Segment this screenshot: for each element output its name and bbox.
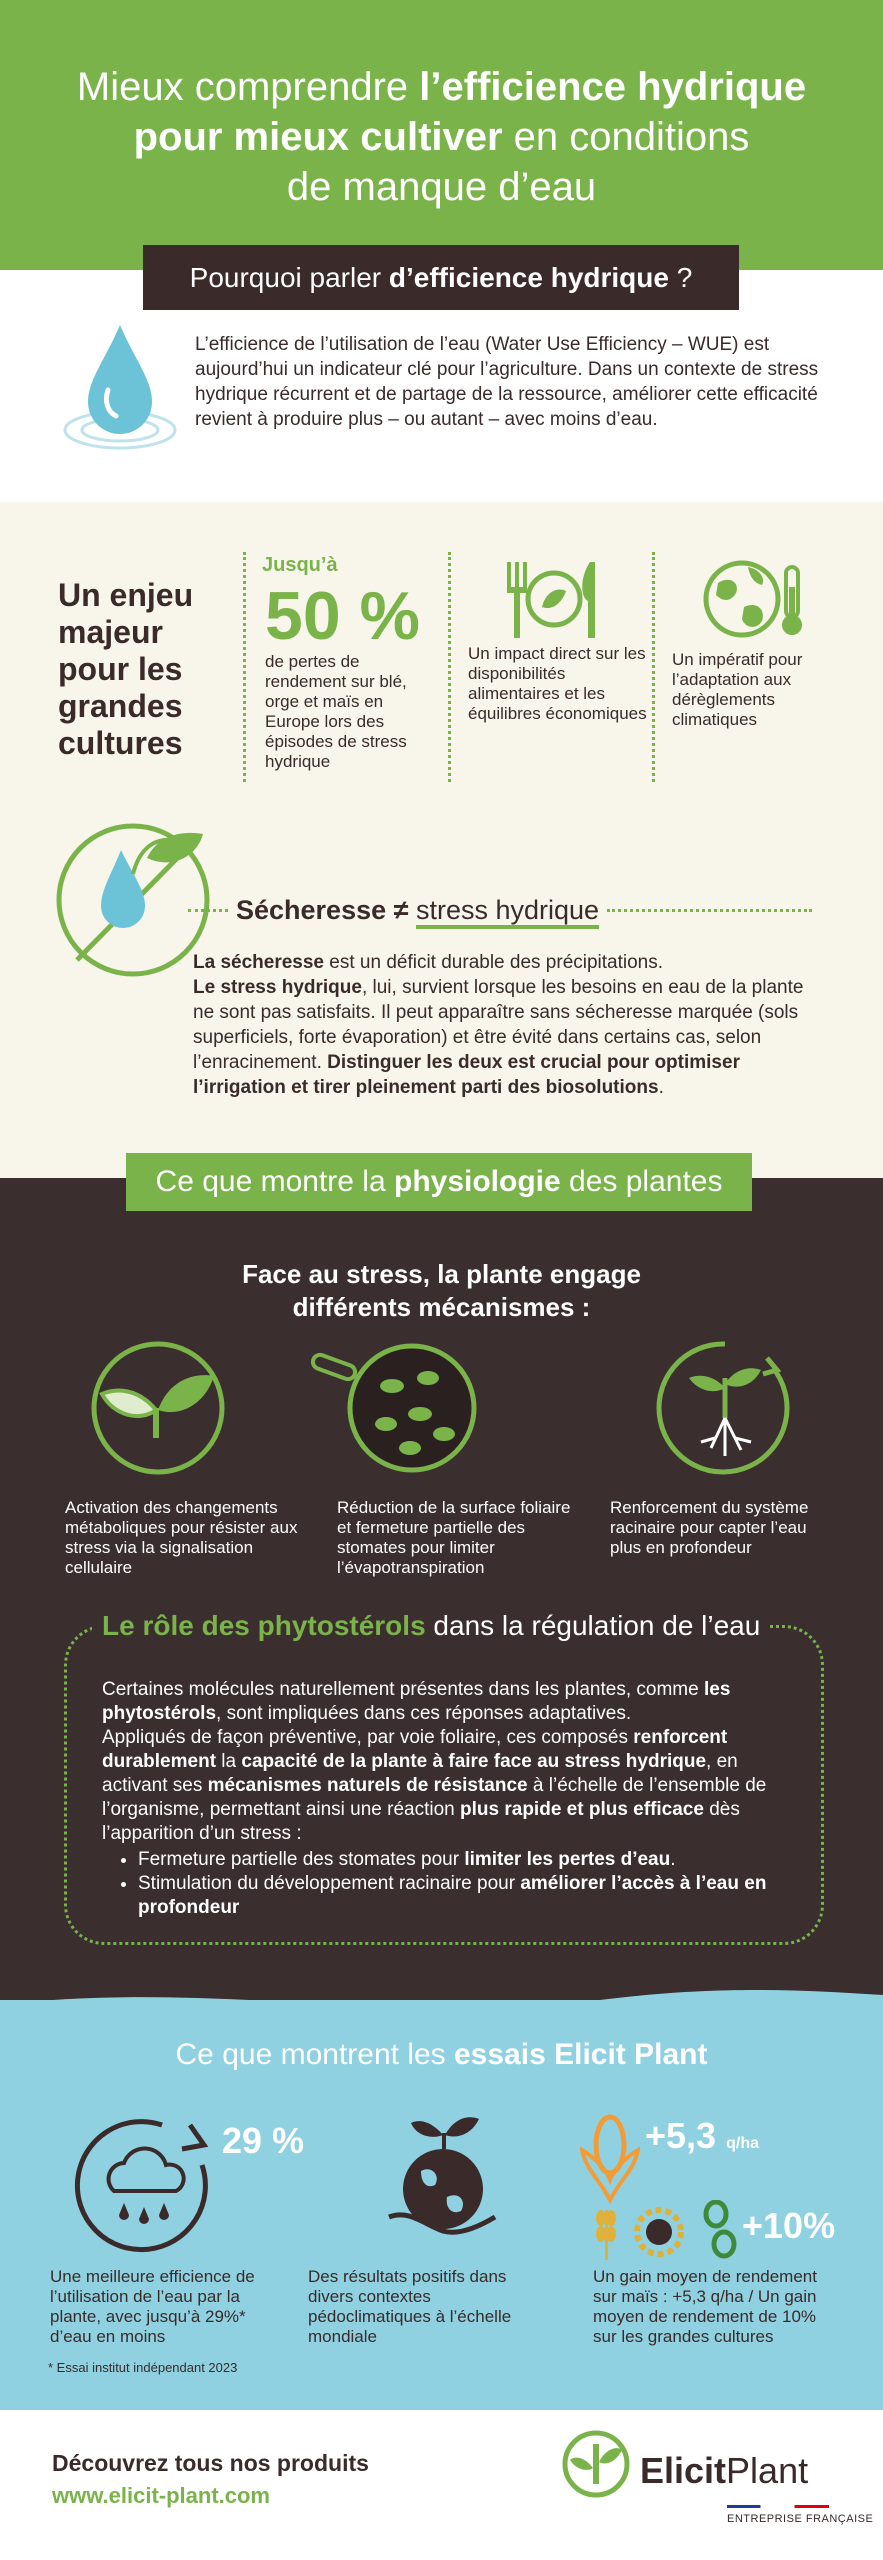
- stakes-section: [0, 502, 883, 1178]
- sprout-icon: [88, 1338, 228, 1478]
- mechanism-metabolic: Activation des changements métaboliques pour résister aux stress via la signalisation cellulaire: [65, 1498, 298, 1577]
- water-drop-icon: [60, 320, 180, 455]
- crops-gain-value: +10%: [742, 2205, 836, 2246]
- water-saving-value: 29 %: [222, 2120, 305, 2161]
- sunflower-icon: [632, 2205, 686, 2259]
- wheat-icon: [595, 2200, 617, 2260]
- stake-item-losses: de pertes de rendement sur blé, orge et maïs en Europe lors des épisodes de stress hydrique: [265, 652, 407, 771]
- fifty-percent-value: 50 %: [265, 578, 420, 654]
- why-text: L’efficience de l’utilisation de l’eau (Water Use Efficiency – WUE) est aujourd’hui un indicateur clé pour l’agriculture. Dans un contexte de stress hydrique récurrent et de partage de la ressource, améliorer cette efficacité revient à produire plus – ou autant – avec moins d’eau.: [195, 334, 819, 430]
- products-cta: Découvrez tous nos produits: [52, 2450, 369, 2476]
- footer: [0, 2410, 883, 2560]
- yield-gain-value: +5,3 q/ha: [645, 2115, 759, 2156]
- seeds-chain-icon: [700, 2200, 740, 2260]
- roots-icon: [655, 1338, 795, 1478]
- website-link[interactable]: www.elicit-plant.com: [52, 2483, 270, 2508]
- stake-item-climate: Un impératif pour l’adaptation aux dérèglements climatiques: [672, 650, 803, 729]
- french-flag-stripe: [727, 2505, 829, 2508]
- brand-subtitle: ENTREPRISE FRANÇAISE: [727, 2513, 874, 2525]
- drought-vs-stress-title: Sécheresse ≠ stress hydrique: [180, 890, 820, 930]
- trials-section: [0, 2000, 883, 2410]
- elicit-plant-logo-icon: [560, 2428, 632, 2500]
- wave-divider: [0, 1975, 883, 2025]
- dotted-line: [607, 909, 812, 912]
- stakes-title: Un enjeu majeur pour les grandes cultures: [58, 577, 194, 761]
- why-banner: Pourquoi parler d’efficience hydrique ?: [143, 245, 739, 310]
- bullet-item: • Fermeture partielle des stomates pour limiter les pertes d’eau.: [138, 1848, 782, 1872]
- brand-name: ElicitPlant: [640, 2450, 809, 2491]
- phytosterol-title: Le rôle des phytostérols dans la régulation de l’eau: [92, 1610, 770, 1642]
- dotted-divider: [448, 552, 451, 782]
- physiology-subtitle: Face au stress, la plante engage différents mécanismes :: [242, 1259, 641, 1322]
- drought-text: La sécheresse est un déficit durable des précipitations. Le stress hydrique, lui, survient lorsque les besoins en eau de la plante ne sont pas satisfaits. Il peut apparaître sans sécheresse marquée (sols superficiels, forte évaporation) et être évité dans certains cas, selon l’enracinement. Distinguer les deux est crucial pour optimiser l’irrigation et tirer pleinement parti des biosolutions.: [193, 952, 804, 1098]
- up-to-label: Jusqu’à: [262, 554, 338, 576]
- mechanism-roots: Renforcement du système racinaire pour capter l’eau plus en profondeur: [610, 1498, 809, 1557]
- trial-results-text: Des résultats positifs dans divers contextes pédoclimatiques à l’échelle mondiale: [308, 2267, 512, 2346]
- header: [0, 0, 883, 270]
- dotted-divider: [652, 552, 655, 782]
- physiology-section: [0, 1165, 883, 2000]
- why-section: [0, 262, 883, 502]
- phytosterol-text: Certaines molécules naturellement présentes dans les plantes, comme les phytostérols, sont impliquées dans ces réponses adaptatives. Appliqués de façon préventive, par voie foliaire, ces composés renforcent durablement la capacité de la plante à faire face au stress hydrique, en activant ses mécanismes naturels de résistance à l’échelle de l’ensemble de l’organisme, permettant ainsi une réaction plus rapide et plus efficace dès l’apparition d’un stress : • Fermeture partielle des stomates pour limiter les pertes d’eau. • Stimulation du développement racinaire pour améliorer l’accès à l’eau en profondeur: [102, 1678, 782, 1920]
- mechanism-stomata: Réduction de la surface foliaire et fermeture partielle des stomates pour limiter l’évapotranspiration: [337, 1498, 571, 1577]
- physiology-banner: Ce que montre la physiologie des plantes: [126, 1153, 752, 1211]
- trials-title: Ce que montrent les essais Elicit Plant: [175, 2038, 708, 2071]
- magnifier-stomata-icon: [310, 1338, 480, 1478]
- corn-icon: [580, 2110, 640, 2205]
- phytosterol-bullets: [102, 1848, 782, 1920]
- bullet-item: • Stimulation du développement racinaire pour améliorer l’accès à l’eau en profondeur: [138, 1872, 782, 1920]
- dotted-divider: [243, 552, 246, 782]
- stake-item-impact: Un impact direct sur les disponibilités alimentaires et les équilibres économiques: [468, 644, 647, 723]
- globe-thermometer-icon: [700, 557, 810, 642]
- cutlery-plate-icon: [502, 557, 602, 642]
- trial-water-text: Une meilleure efficience de l’utilisation de l’eau par la plante, avec jusqu’à 29%* d’eau en moins: [50, 2267, 255, 2346]
- trial-yield-text: Un gain moyen de rendement sur maïs : +5,3 q/ha / Un gain moyen de rendement de 10% sur les grandes cultures: [593, 2267, 817, 2346]
- globe-hand-plant-icon: [385, 2105, 500, 2255]
- rain-cycle-icon: [72, 2115, 222, 2260]
- main-title: Mieux comprendre l’efficience hydrique pour mieux cultiver en conditions de manque d’eau: [76, 65, 807, 209]
- dotted-line: [188, 909, 228, 912]
- footnote: * Essai institut indépendant 2023: [48, 2360, 238, 2375]
